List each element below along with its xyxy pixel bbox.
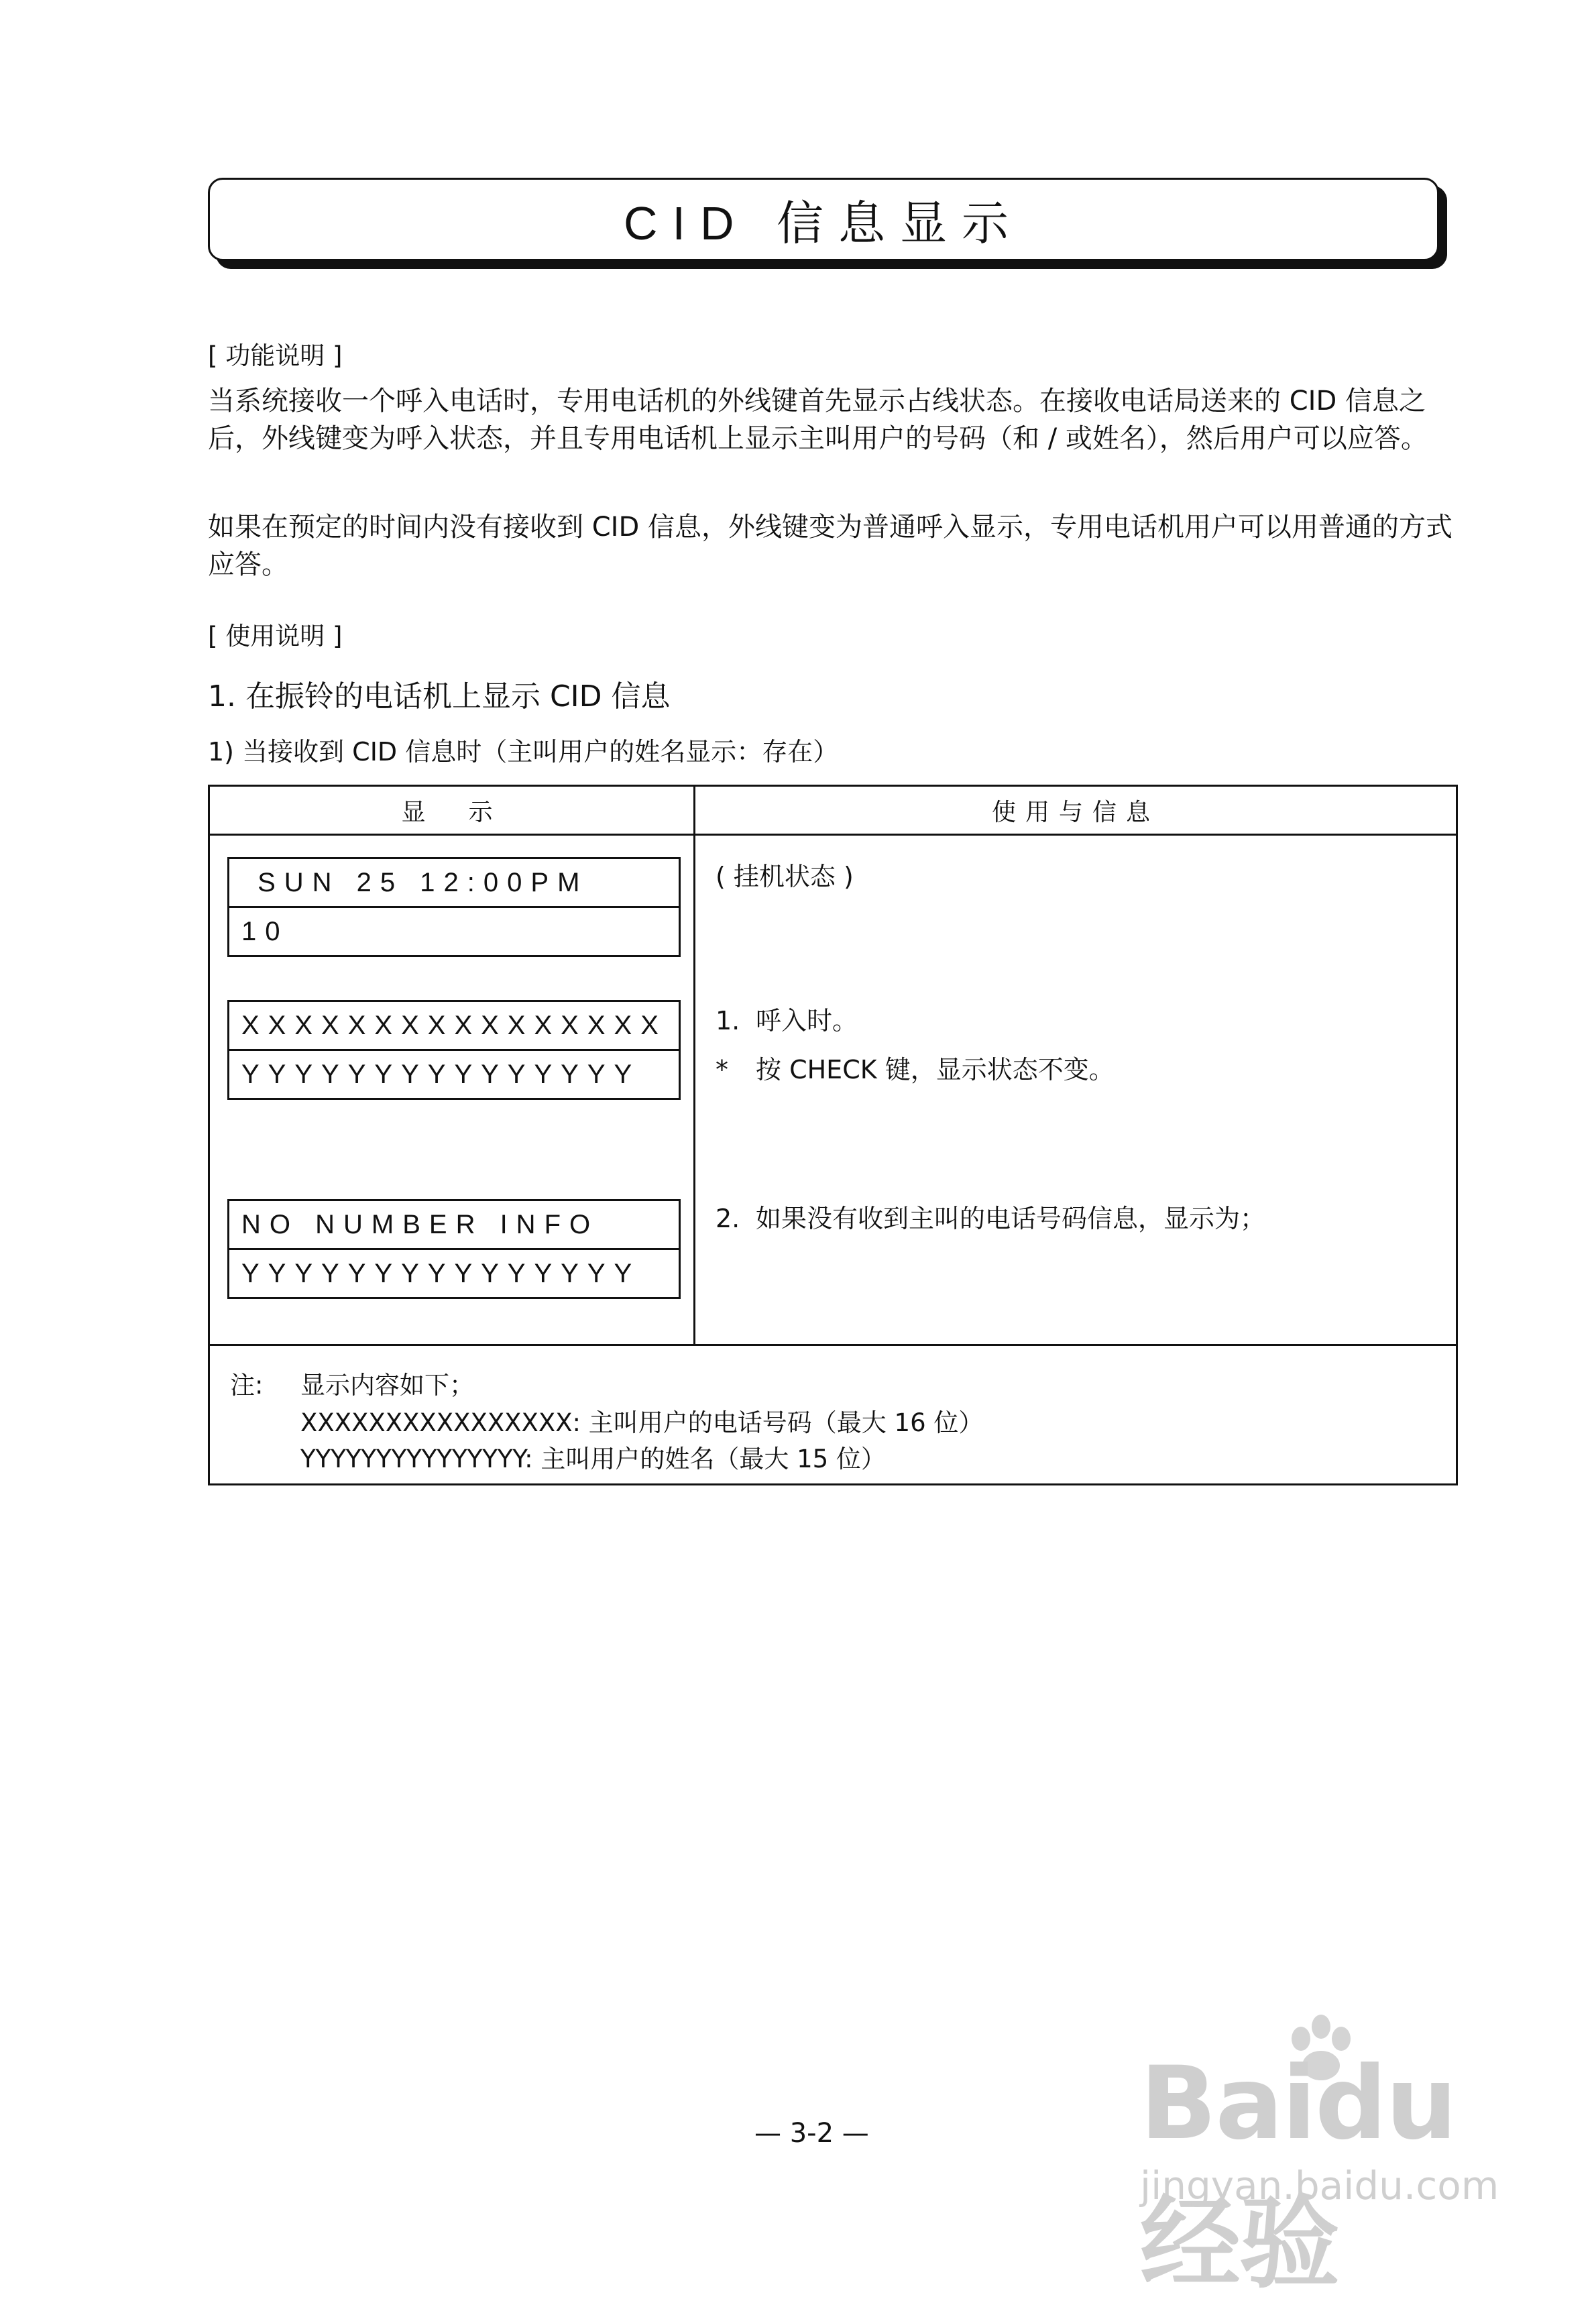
paragraph-function-2: 如果在预定的时间内没有接收到 CID 信息，外线键变为普通呼入显示，专用电话机用户可以用普通的方式应答。: [208, 512, 1452, 580]
heading-cid-display: 1. 在振铃的电话机上显示 CID 信息: [208, 679, 671, 714]
lcd-idle: [227, 857, 681, 957]
note-line: YYYYYYYYYYYYYYY: 主叫用户的姓名（最大 15 位）: [300, 1445, 886, 1473]
lcd-line: YYYYYYYYYYYYYYY: [229, 1248, 679, 1297]
info-bullet: *: [716, 1055, 728, 1084]
note-cell: [209, 1345, 1457, 1485]
info-incoming: [716, 1000, 858, 1037]
subheading-cid-received: 1) 当接收到 CID 信息时（主叫用户的姓名显示：存在）: [208, 737, 839, 767]
info-idle: ( 挂机状态 ): [716, 862, 854, 891]
watermark-logo: [1140, 2019, 1516, 2302]
info-text: 呼入时。: [756, 1006, 858, 1035]
watermark-main: Baidu经验: [1140, 2045, 1457, 2302]
watermark-url: jingyan.baidu.com: [1140, 2163, 1499, 2208]
paragraph-function-1: 当系统接收一个呼入电话时，专用电话机的外线键首先显示占线状态。在接收电话局送来的 CID 信息之后，外线键变为呼入状态，并且专用电话机上显示主叫用户的号码（和 / 或姓名），然后用户可以应答。: [208, 386, 1428, 454]
page-number: — 3-2 —: [754, 2118, 869, 2149]
info-check-key: [716, 1049, 1115, 1086]
section-label-function: [ 功能说明 ]: [208, 341, 343, 370]
note-line: XXXXXXXXXXXXXXXX: 主叫用户的电话号码（最大 16 位）: [300, 1408, 984, 1437]
lcd-line: 10: [229, 906, 679, 955]
note-line: 显示内容如下；: [300, 1371, 474, 1400]
title-banner: [208, 178, 1439, 261]
lcd-incoming: [227, 1000, 681, 1100]
info-text: 如果没有收到主叫的电话号码信息，显示为；: [756, 1204, 1266, 1233]
info-text: 按 CHECK 键，显示状态不变。: [756, 1055, 1115, 1084]
page-title: CID 信息显示: [624, 196, 1023, 249]
column-header-info: 使用与信息: [695, 786, 1457, 835]
lcd-no-number: [227, 1199, 681, 1299]
lcd-line: NO NUMBER INFO: [241, 1209, 600, 1239]
note-label: 注:: [230, 1371, 264, 1400]
info-number: 1.: [716, 1006, 740, 1035]
lcd-line: YYYYYYYYYYYYYYY: [229, 1049, 679, 1098]
lcd-line: XXXXXXXXXXXXXXXX: [241, 1010, 667, 1040]
section-label-usage: [ 使用说明 ]: [208, 622, 343, 651]
column-header-display: 显 示: [209, 786, 695, 835]
cid-display-table: [208, 785, 1458, 1485]
info-no-number: [716, 1198, 1265, 1235]
info-number: 2.: [716, 1204, 740, 1233]
display-cell: [209, 835, 695, 1345]
info-cell: [695, 835, 1457, 1345]
lcd-line: SUN 25 12:00PM: [241, 867, 589, 897]
